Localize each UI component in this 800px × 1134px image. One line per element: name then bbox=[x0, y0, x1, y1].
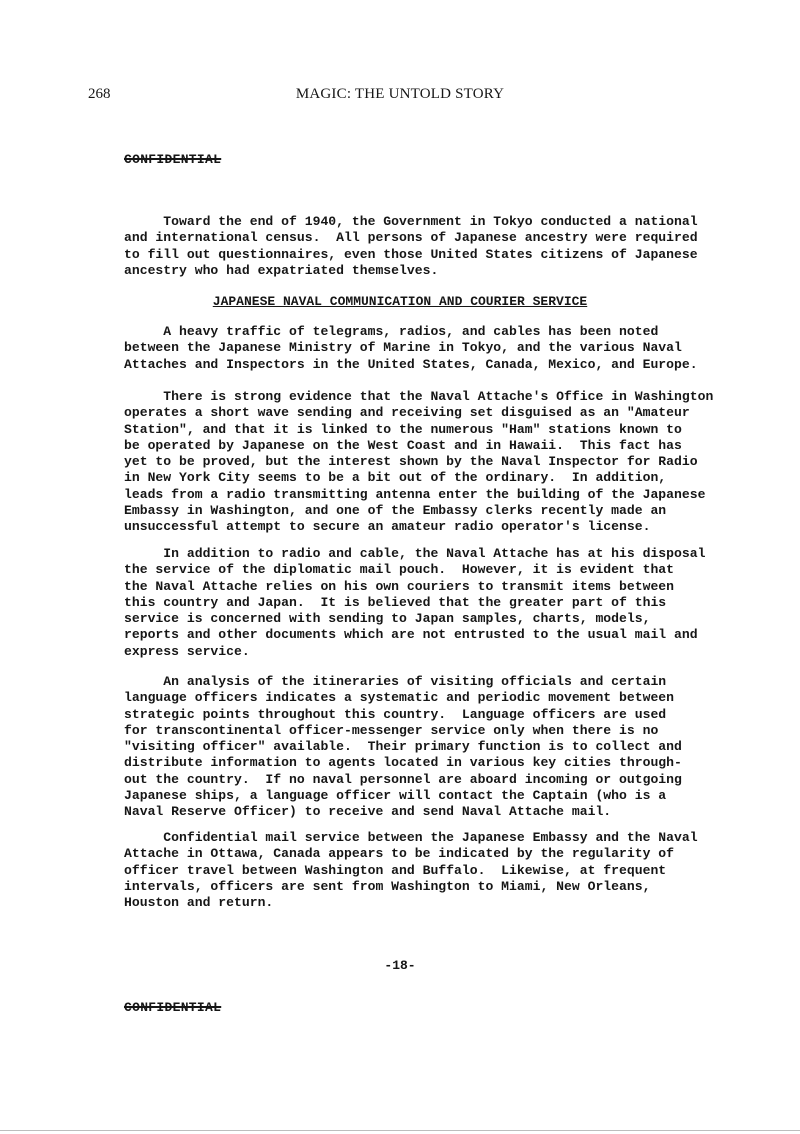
paragraph-traffic bbox=[124, 324, 734, 373]
text-line: Attache in Ottawa, Canada appears to be indicated by the regularity of bbox=[124, 846, 675, 862]
classification-stamp-bottom: CONFIDENTIAL bbox=[124, 1000, 222, 1015]
section-heading: JAPANESE NAVAL COMMUNICATION AND COURIER SERVICE bbox=[212, 294, 588, 309]
text-line: Attaches and Inspectors in the United States, Canada, Mexico, and Europe. bbox=[124, 356, 698, 372]
text-line: Japanese ships, a language officer will contact the Captain (who is a bbox=[124, 788, 667, 804]
text-line: A heavy traffic of telegrams, radios, and cables has been noted bbox=[124, 324, 659, 339]
paragraph-confidential-mail bbox=[124, 830, 734, 911]
text-line: Station", and that it is linked to the numerous "Ham" stations known to bbox=[124, 421, 682, 437]
text-line: leads from a radio transmitting antenna enter the building of the Japanese bbox=[124, 486, 706, 502]
text-line: officer travel between Washington and Buffalo. Likewise, at frequent bbox=[124, 862, 667, 878]
classification-stamp-top: CONFIDENTIAL bbox=[124, 152, 222, 167]
text-line: be operated by Japanese on the West Coast and in Hawaii. This fact has bbox=[124, 437, 682, 453]
paragraph-mail-pouch bbox=[124, 546, 734, 660]
text-line: Naval Reserve Officer) to receive and send Naval Attache mail. bbox=[124, 804, 612, 820]
text-line: Houston and return. bbox=[124, 895, 274, 911]
text-line: An analysis of the itineraries of visiting officials and certain bbox=[124, 674, 667, 689]
text-line: this country and Japan. It is believed that the greater part of this bbox=[124, 594, 667, 610]
text-line: "visiting officer" available. Their primary function is to collect and bbox=[124, 739, 682, 755]
text-line: the service of the diplomatic mail pouch. However, it is evident that bbox=[124, 562, 675, 578]
text-line: unsuccessful attempt to secure an amateur radio operator's license. bbox=[124, 519, 651, 535]
text-line: language officers indicates a systematic and periodic movement between bbox=[124, 690, 675, 706]
paragraph-radio-evidence bbox=[124, 389, 734, 536]
text-line: out the country. If no naval personnel are aboard incoming or outgoing bbox=[124, 771, 682, 787]
text-line: between the Japanese Ministry of Marine in Tokyo, and the various Naval bbox=[124, 340, 682, 356]
text-line: operates a short wave sending and receiving set disguised as an "Amateur bbox=[124, 405, 690, 421]
book-running-title: MAGIC: THE UNTOLD STORY bbox=[295, 86, 505, 102]
text-line: and international census. All persons of Japanese ancestry were required bbox=[124, 230, 698, 246]
book-page-number: 268 bbox=[88, 86, 111, 102]
text-line: Toward the end of 1940, the Government in Tokyo conducted a national bbox=[124, 214, 698, 229]
document-page-number: -18- bbox=[384, 958, 416, 973]
text-line: to fill out questionnaires, even those United States citizens of Japanese bbox=[124, 246, 698, 262]
page-edge-line bbox=[0, 1130, 800, 1131]
text-line: strategic points throughout this country. Language officers are used bbox=[124, 706, 667, 722]
text-line: reports and other documents which are not entrusted to the usual mail and bbox=[124, 627, 698, 643]
text-line: In addition to radio and cable, the Naval Attache has at his disposal bbox=[124, 546, 706, 561]
text-line: service is concerned with sending to Japan samples, charts, models, bbox=[124, 611, 651, 627]
paragraph-itineraries bbox=[124, 674, 734, 821]
text-line: the Naval Attache relies on his own couriers to transmit items between bbox=[124, 578, 675, 594]
text-line: distribute information to agents located in various key cities through- bbox=[124, 755, 682, 771]
text-line: There is strong evidence that the Naval Attache's Office in Washington bbox=[124, 389, 714, 404]
text-line: yet to be proved, but the interest shown by the Naval Inspector for Radio bbox=[124, 454, 698, 470]
intro-paragraph bbox=[124, 214, 734, 279]
text-line: Confidential mail service between the Japanese Embassy and the Naval bbox=[124, 830, 698, 845]
text-line: in New York City seems to be a bit out of the ordinary. In addition, bbox=[124, 470, 667, 486]
text-line: ancestry who had expatriated themselves. bbox=[124, 262, 439, 278]
text-line: Embassy in Washington, and one of the Embassy clerks recently made an bbox=[124, 503, 667, 519]
text-line: express service. bbox=[124, 643, 250, 659]
text-line: for transcontinental officer-messenger service only when there is no bbox=[124, 722, 659, 738]
text-line: intervals, officers are sent from Washington to Miami, New Orleans, bbox=[124, 878, 651, 894]
